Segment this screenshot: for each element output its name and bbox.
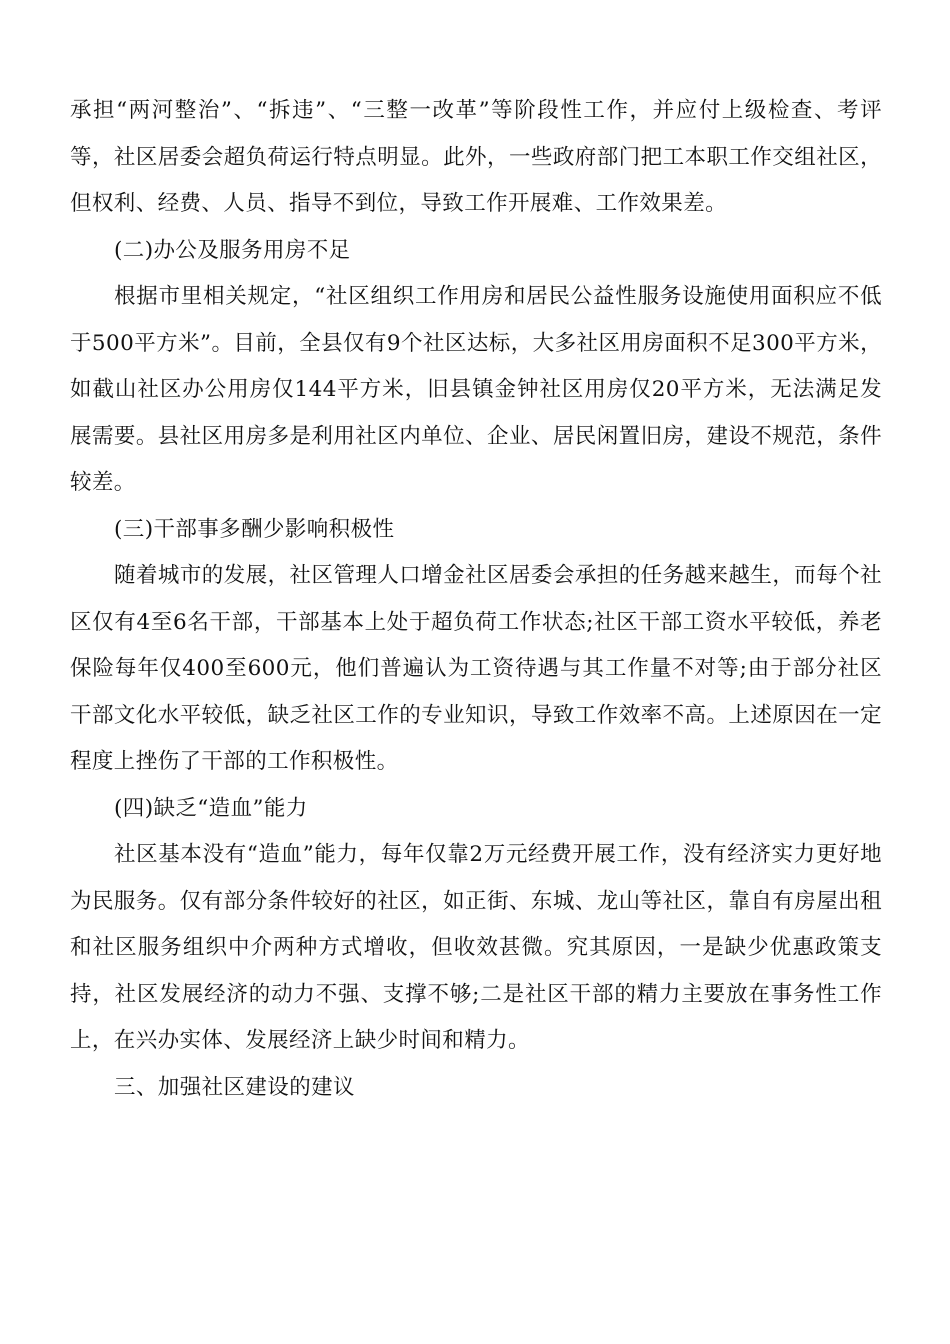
heading-cadre-pay: (三)干部事多酬少影响积极性 — [114, 516, 395, 542]
heading-office-space: (二)办公及服务用房不足 — [114, 237, 351, 263]
heading-self-funding: (四)缺乏“造血”能力 — [114, 795, 308, 821]
document-body — [70, 88, 882, 1111]
paragraph-cadre-pay: 随着城市的发展，社区管理人口增金社区居委会承担的任务越来越生，而每个社区仅有4至6名干部，干部基本上处于超负荷工作状态;社区干部工资水平较低，养老保险每年仅400至600元，他们普遍认为工资待遇与其工作量不对等;由于部分社区干部文化水平较低，缺乏社区工作的专业知识，导致工作效率不高。上述原因在一定程度上挫伤了干部的工作积极性。 — [70, 563, 882, 774]
paragraph-workload: 承担“两河整治”、“拆违”、“三整一改革”等阶段性工作，并应付上级检查、考评等，社区居委会超负荷运行特点明显。此外，一些政府部门把工本职工作交组社区，但权利、经费、人员、指导不到位，导致工作开展难、工作效果差。 — [70, 98, 882, 216]
paragraph-self-funding: 社区基本没有“造血”能力，每年仅靠2万元经费开展工作，没有经济实力更好地为民服务。仅有部分条件较好的社区，如正街、东城、龙山等社区，靠自有房屋出租和社区服务组织中介两种方式增收，但收效甚微。究其原因，一是缺少优惠政策支持，社区发展经济的动力不强、支撑不够;二是社区干部的精力主要放在事务性工作上，在兴办实体、发展经济上缺少时间和精力。 — [70, 842, 882, 1053]
section-heading-suggestions: 三、加强社区建设的建议 — [114, 1074, 355, 1100]
paragraph-office-space: 根据市里相关规定，“社区组织工作用房和居民公益性服务设施使用面积应不低于500平方米”。目前，全县仅有9个社区达标，大多社区用房面积不足300平方米，如截山社区办公用房仅144平方米，旧县镇金钟社区用房仅20平方米，无法满足发展需要。县社区用房多是利用社区内单位、企业、居民闲置旧房，建设不规范，条件较差。 — [70, 284, 882, 495]
